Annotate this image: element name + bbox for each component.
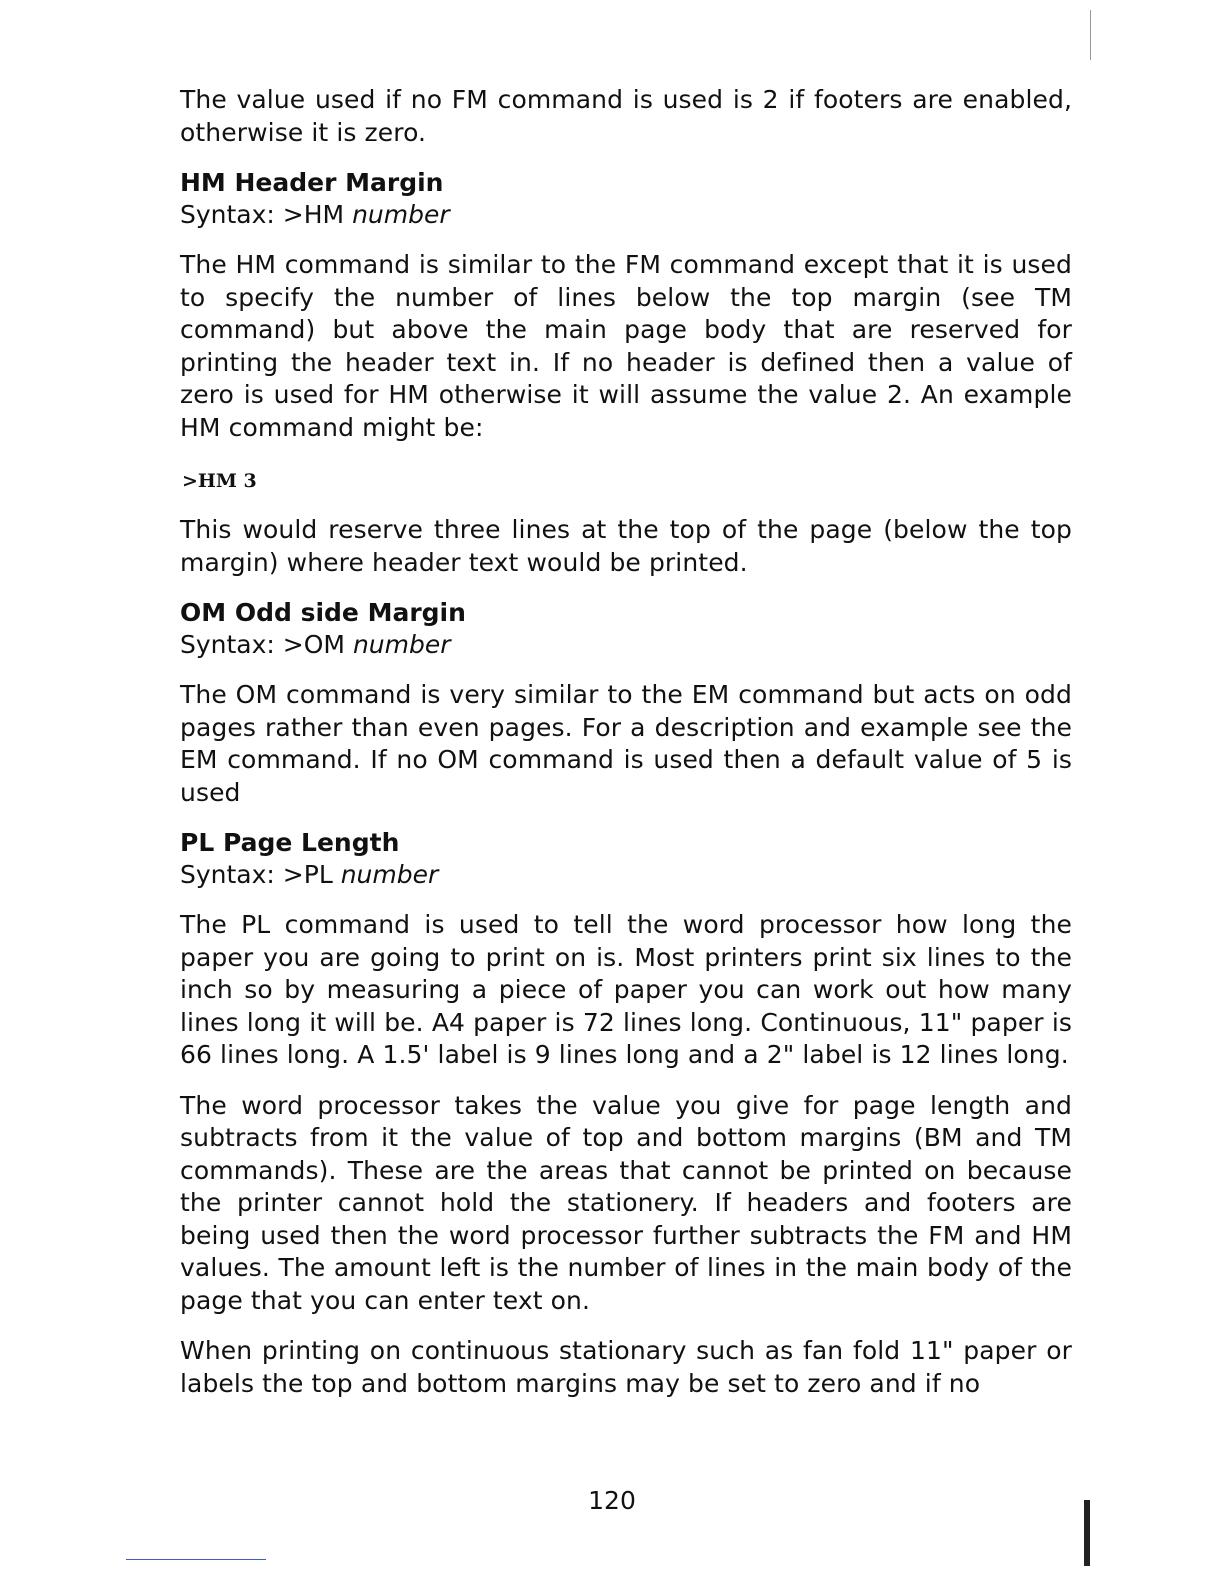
hm-example-explanation: This would reserve three lines at the top of the page (below the top margin) where header text would be printed.	[180, 515, 1072, 577]
hm-description: The HM command is similar to the FM command except that it is used to specify the number of lines below the top margin (see TM command) but above the main page body that are reserved for printing the header text in. If no header is defined then a value of zero is used for HM otherwise it will assume the value 2. An example HM command might be:	[180, 250, 1072, 442]
om-heading: OM Odd side Margin	[180, 598, 466, 627]
document-page	[180, 84, 1072, 1400]
spacer	[180, 1317, 1072, 1335]
hm-syntax-arg: number	[352, 200, 450, 229]
om-description: The OM command is very similar to the EM command but acts on odd pages rather than even pages. For a description and example see the EM command. If no OM command is used then a default value of 5 is used	[180, 680, 1072, 807]
spacer	[180, 809, 1072, 827]
pl-syntax	[180, 859, 1072, 891]
om-syntax	[180, 629, 1072, 661]
spacer	[180, 444, 1072, 466]
hm-heading: HM Header Margin	[180, 168, 444, 197]
pl-paragraph-2: The word processor takes the value you give for page length and subtracts from it the value of top and bottom margins (BM and TM commands). These are the areas that cannot be printed on because the printer cannot hold the stationery. If headers and footers are being used then the word processor further subtracts the FM and HM values. The amount left is the number of lines in the main body of the page that you can enter text on.	[180, 1090, 1072, 1315]
spacer	[180, 496, 1072, 514]
om-syntax-arg: number	[352, 630, 451, 659]
scan-artifact	[1090, 10, 1091, 60]
spacer	[180, 891, 1072, 909]
spacer	[180, 149, 1072, 167]
hm-syntax-prefix: Syntax: >HM	[180, 200, 353, 229]
page-number: 120	[588, 1486, 636, 1515]
pl-syntax-arg: number	[340, 860, 439, 889]
pl-heading: PL Page Length	[180, 828, 400, 857]
spacer	[180, 579, 1072, 597]
pl-paragraph-3: When printing on continuous stationary such as fan fold 11" paper or labels the top and bottom margins may be set to zero and if no	[180, 1336, 1072, 1398]
scan-artifact	[1084, 1500, 1090, 1566]
pl-syntax-prefix: Syntax: >PL	[180, 860, 341, 889]
hm-example-code: >HM 3	[182, 470, 257, 492]
hm-syntax	[180, 199, 1072, 231]
spacer	[180, 661, 1072, 679]
bottom-rule	[126, 1559, 266, 1560]
pl-paragraph-1: The PL command is used to tell the word processor how long the paper you are going to print on is. Most printers print six lines to the inch so by measuring a piece of paper you can work out how many lines long it will be. A4 paper is 72 lines long. Continuous, 11" paper is 66 lines long. A 1.5' label is 9 lines long and a 2" label is 12 lines long.	[180, 910, 1072, 1069]
intro-paragraph: The value used if no FM command is used is 2 if footers are enabled, otherwise it is zero.	[180, 85, 1072, 147]
spacer	[180, 1072, 1072, 1090]
om-syntax-prefix: Syntax: >OM	[180, 630, 353, 659]
spacer	[180, 231, 1072, 249]
